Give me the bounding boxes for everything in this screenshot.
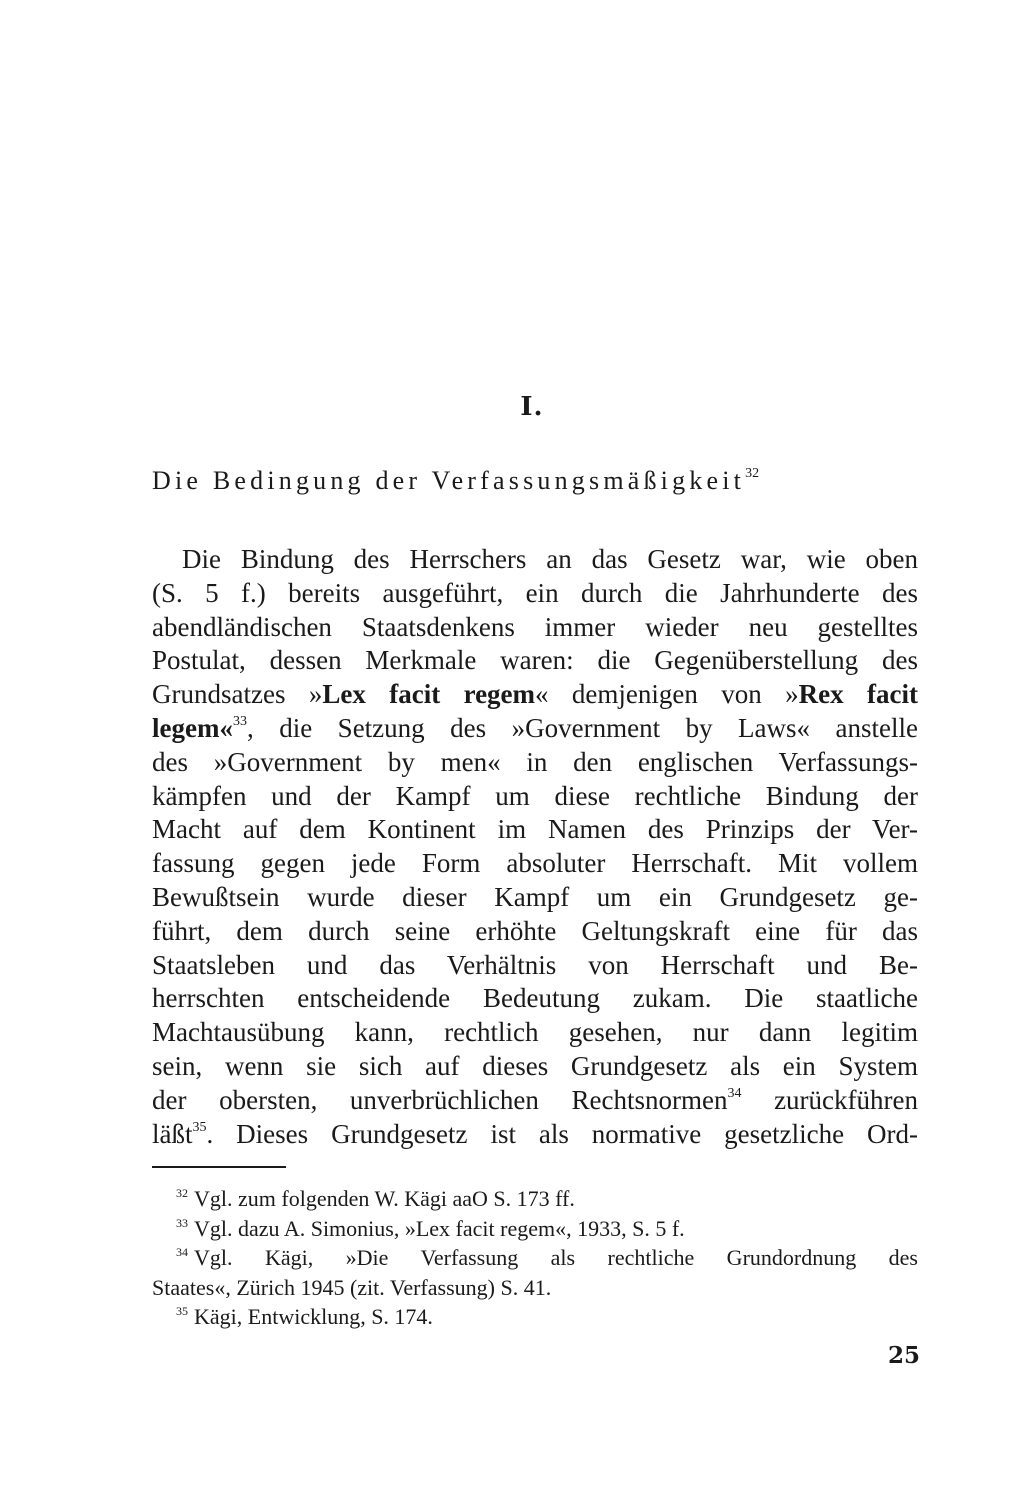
bold-phrase-lex-facit-regem: Lex facit regem — [322, 679, 536, 710]
body-line-14 — [152, 982, 918, 1016]
bold-phrase-rex-facit: Rex facit — [798, 679, 918, 710]
body-line-15 — [152, 1016, 918, 1050]
chapter-number: I. — [520, 392, 544, 422]
body-line-7 — [152, 746, 918, 780]
footnote-number: 34 — [176, 1245, 188, 1259]
body-line-13 — [152, 949, 918, 983]
footnote-32 — [152, 1184, 918, 1214]
body-line-12 — [152, 915, 918, 949]
section-title-text: Die Bedingung der Verfassungsmäßigkeit — [152, 466, 746, 495]
body-line-text: läßt — [152, 1118, 193, 1149]
footnote-text: Kägi, Entwicklung, S. 174. — [194, 1304, 433, 1329]
body-line-1 — [152, 543, 918, 577]
body-line-text: (S. 5 f.) bereits ausgeführt, ein durch die Jahrhunderte des — [152, 577, 918, 608]
body-line-text: fassung gegen jede Form absoluter Herrschaft. Mit vollem — [152, 848, 918, 879]
body-line-text: abendländischen Staatsdenkens immer wieder neu gestelltes — [152, 611, 918, 642]
body-line-text: des »Government by men« in den englischen Verfassungs- — [152, 746, 918, 777]
body-line-2 — [152, 577, 918, 611]
body-line-text: Staatsleben und das Verhältnis von Herrschaft und Be- — [152, 949, 918, 980]
body-line-text: , die Setzung des »Government by Laws« anstelle — [246, 712, 918, 743]
body-line-9 — [152, 813, 918, 847]
section-title — [152, 466, 759, 496]
footnote-divider — [152, 1166, 286, 1168]
body-line-text: der obersten, unverbrüchlichen Rechtsnormen — [152, 1084, 728, 1115]
footnote-ref-34: 34 — [727, 1085, 742, 1101]
body-line-text: kämpfen und der Kampf um diese rechtliche Bindung der — [152, 780, 918, 811]
body-line-17 — [152, 1084, 918, 1118]
footnote-34 — [152, 1243, 918, 1273]
body-line-text: Die Bindung des Herrschers an das Gesetz war, wie oben — [182, 544, 918, 574]
footnote-ref-33: 33 — [232, 713, 247, 729]
footnote-35 — [152, 1302, 918, 1332]
body-line-text: herrschten entscheidende Bedeutung zukam. Die staatliche — [152, 983, 918, 1014]
body-line-10 — [152, 847, 918, 881]
body-line-text: führt, dem durch seine erhöhte Geltungskraft eine für das — [152, 915, 918, 946]
body-line-6 — [152, 712, 918, 746]
body-text — [152, 543, 918, 1151]
footnote-text: Vgl. Kägi, »Die Verfassung als rechtliche Grundordnung des — [194, 1245, 918, 1270]
body-line-text: « demjenigen von » — [535, 679, 799, 710]
body-line-8 — [152, 780, 918, 814]
body-line-5 — [152, 678, 918, 712]
body-line-text: Grundsatzes » — [152, 679, 323, 710]
footnote-number: 33 — [176, 1215, 188, 1230]
closing-quote: « — [219, 712, 233, 743]
body-line-16 — [152, 1050, 918, 1084]
body-line-text: Postulat, dessen Merkmale waren: die Gegenüberstellung des — [152, 645, 918, 676]
footnote-34-continuation — [152, 1273, 918, 1303]
page-number: 25 — [888, 1342, 921, 1369]
section-title-footnote-ref: 32 — [745, 466, 760, 481]
footnote-text: Vgl. zum folgenden W. Kägi aaO S. 173 ff. — [194, 1186, 575, 1211]
footnote-number: 35 — [176, 1304, 188, 1318]
body-line-text: Machtausübung kann, rechtlich gesehen, nur dann legitim — [152, 1017, 918, 1048]
body-line-text: zurückführen — [741, 1084, 918, 1115]
footnote-33 — [152, 1214, 918, 1244]
body-line-3 — [152, 611, 918, 645]
footnote-ref-35: 35 — [192, 1119, 207, 1135]
bold-phrase-legem: legem — [152, 712, 220, 743]
body-line-text: . Dieses Grundgesetz ist als normative gesetzliche Ord- — [206, 1118, 918, 1149]
body-line-11 — [152, 881, 918, 915]
body-line-4 — [152, 644, 918, 678]
body-line-text: Macht auf dem Kontinent im Namen des Prinzips der Ver- — [152, 814, 918, 845]
footnotes — [152, 1184, 918, 1332]
footnote-number: 32 — [176, 1186, 188, 1200]
body-line-18 — [152, 1118, 918, 1152]
footnote-text: Staates«, Zürich 1945 (zit. Verfassung) S. 41. — [152, 1274, 552, 1300]
body-line-text: Bewußtsein wurde dieser Kampf um ein Grundgesetz ge- — [152, 881, 918, 912]
footnote-text: Vgl. dazu A. Simonius, »Lex facit regem«, 1933, S. 5 f. — [194, 1215, 685, 1241]
body-line-text: sein, wenn sie sich auf dieses Grundgesetz als ein System — [152, 1050, 918, 1081]
